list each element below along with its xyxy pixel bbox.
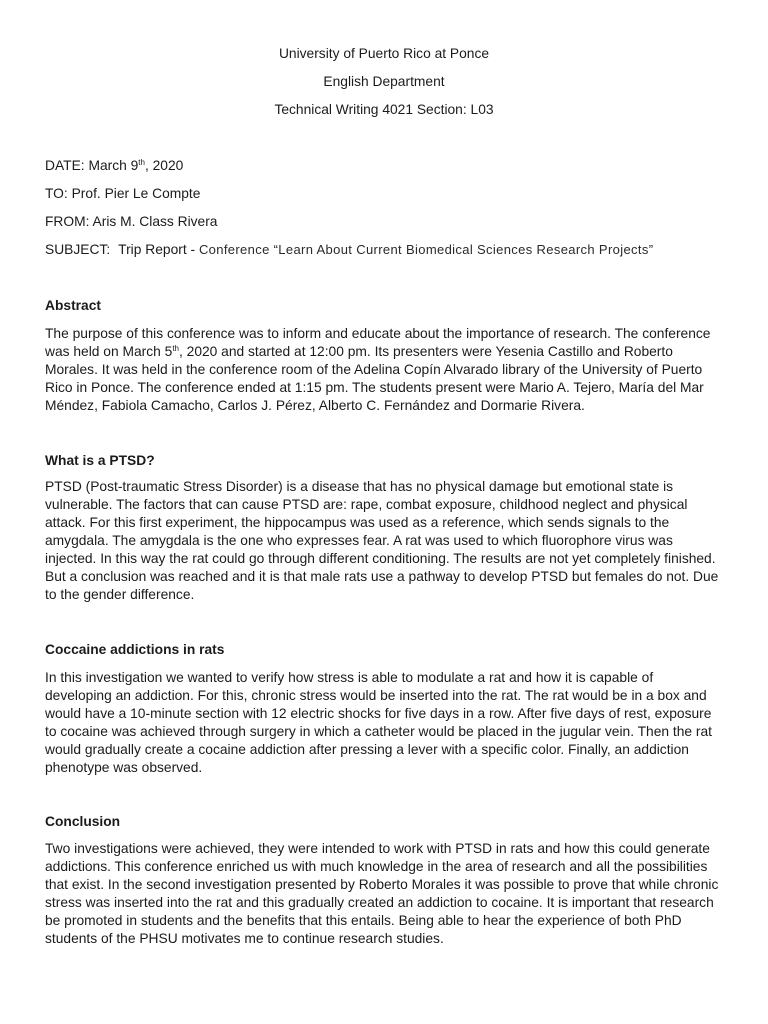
- section-heading-cocaine: [45, 641, 745, 659]
- section-body-cocaine: [45, 669, 745, 777]
- paragraph-line: [45, 343, 745, 361]
- section-heading-conclusion: [45, 813, 745, 831]
- section-heading-text: Conclusion: [45, 814, 121, 829]
- paragraph-line: In this investigation we wanted to verify how stress is able to modulate a rat and how it is capable of: [45, 670, 654, 685]
- memo-date-year: , 2020: [144, 158, 184, 173]
- section-body-conclusion: [45, 840, 745, 948]
- section-heading-text: Abstract: [45, 298, 101, 313]
- ordinal-superscript: th: [172, 344, 179, 353]
- section-heading-text: What is a PTSD?: [45, 453, 155, 468]
- paragraph-line: injected. In this way the rat could go through different conditioning. The results are not yet completely finished.: [45, 551, 716, 566]
- institution-name: University of Puerto Rico at Ponce: [278, 46, 490, 61]
- memo-subject-value: Trip Report -: [118, 242, 196, 257]
- memo-fields: [45, 157, 745, 269]
- paragraph-line-part: , 2020 and started at 12:00 pm. Its presenters were Yesenia Castillo and Roberto: [178, 344, 673, 359]
- paragraph-line: The purpose of this conference was to inform and educate about the importance of research. The conference: [45, 326, 711, 341]
- paragraph-line: developing an addiction. For this, chronic stress would be inserted into the rat. The rat would be in a box and: [45, 688, 707, 703]
- memo-subject-detail: Conference “Learn About Current Biomedical Sciences Research Projects”: [198, 242, 654, 257]
- memo-from: [45, 213, 745, 241]
- memo-date-value: March 9: [88, 158, 139, 173]
- paragraph-line: amygdala. The amygdala is the one who expresses fear. A rat was used to which fluorophore virus was: [45, 533, 673, 548]
- paragraph-line: attack. For this first experiment, the hippocampus was used as a reference, which sends signals to the: [45, 515, 670, 530]
- section-body-abstract: [45, 325, 745, 415]
- memo-date: [45, 157, 745, 185]
- section-heading-abstract: [45, 297, 745, 315]
- memo-date-label: DATE:: [45, 158, 85, 173]
- paragraph-line: would gradually create a cocaine addiction after pressing a lever with a specific color. Finally, an addiction: [45, 742, 689, 757]
- paragraph-line: to the gender difference.: [45, 587, 195, 602]
- section-heading-text: Coccaine addictions in rats: [45, 642, 225, 657]
- memo-to-value: Prof. Pier Le Compte: [71, 186, 201, 201]
- memo-to: [45, 185, 745, 213]
- document-header: [0, 45, 768, 129]
- section-heading-ptsd: [45, 452, 745, 470]
- paragraph-line: that exist. In the second investigation presented by Roberto Morales it was possible to prove that while chronic: [45, 877, 719, 892]
- memo-from-label: FROM:: [45, 214, 90, 229]
- paragraph-line: stress was inserted into the rat and this gradually created an addiction to cocaine. It is important that research: [45, 895, 714, 910]
- department-name: English Department: [323, 74, 445, 89]
- paragraph-line: Rico in Ponce. The conference ended at 1:15 pm. The students present were Mario A. Tejero, María del Mar: [45, 380, 704, 395]
- paragraph-line: But a conclusion was reached and it is that male rats use a pathway to develop PTSD but females do not. Due: [45, 569, 719, 584]
- paragraph-line: Méndez, Fabiola Camacho, Carlos J. Pérez, Alberto C. Fernández and Dormarie Rivera.: [45, 398, 585, 413]
- section-body-ptsd: [45, 478, 745, 604]
- paragraph-line: phenotype was observed.: [45, 760, 203, 775]
- paragraph-line: addictions. This conference enriched us with much knowledge in the area of research and all the possibilities: [45, 859, 708, 874]
- paragraph-line: would have a 10-minute section with 12 electric shocks for five days in a row. After five days of rest, exposure: [45, 706, 712, 721]
- paragraph-line: students of the PHSU motivates me to continue research studies.: [45, 931, 444, 946]
- memo-from-value: Aris M. Class Rivera: [92, 214, 218, 229]
- paragraph-line-part: was held on March 5: [45, 344, 173, 359]
- course-section: Technical Writing 4021 Section: L03: [274, 102, 494, 117]
- paragraph-line: Two investigations were achieved, they were intended to work with PTSD in rats and how this could generate: [45, 841, 710, 856]
- paragraph-line: vulnerable. The factors that can cause PTSD are: rape, combat exposure, childhood neglect and physical: [45, 497, 688, 512]
- memo-subject: [45, 241, 745, 269]
- memo-date-superscript: th: [138, 158, 145, 167]
- memo-to-label: TO:: [45, 186, 68, 201]
- paragraph-line: PTSD (Post-traumatic Stress Disorder) is a disease that has no physical damage but emotional state is: [45, 479, 674, 494]
- memo-subject-label: SUBJECT:: [45, 242, 111, 257]
- paragraph-line: be promoted in students and the benefits that this entails. Being able to hear the experience of both PhD: [45, 913, 682, 928]
- paragraph-line: Morales. It was held in the conference room of the Adelina Copín Alvarado library of the University of Puerto: [45, 362, 703, 377]
- paragraph-line: to cocaine was achieved through surgery in which a catheter would be placed in the jugular vein. Then the rat: [45, 724, 713, 739]
